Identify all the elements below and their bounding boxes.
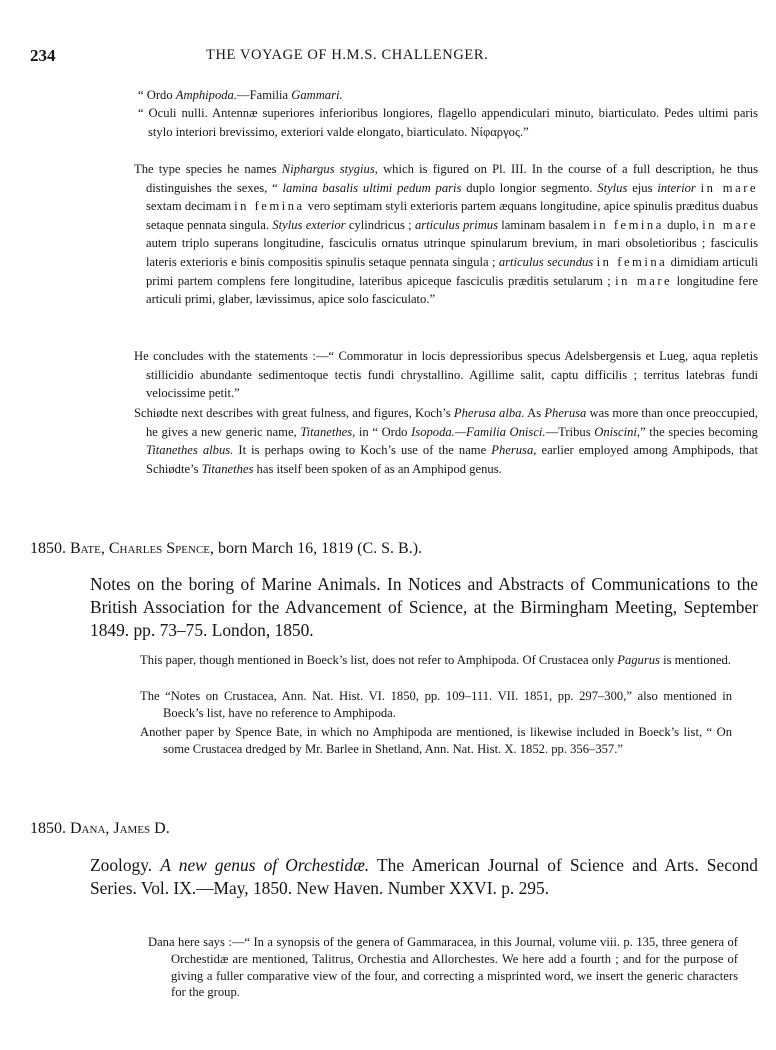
page-number: 234	[30, 46, 56, 65]
dana-note: Dana here says :—“ In a synopsis of the genera of Gammaracea, in this Journal, volume viii. p. 135, three genera of Orchestidæ are mentioned, Talitrus, Orchestia and Allorchestes. We here add a fourth ; and for the purpose of giving a fuller comparative view of the four, and correcting a misprinted word, we insert the generic characters for the group.	[148, 935, 738, 1000]
entry-heading-dana: 1850. Dana, James D.	[30, 820, 170, 837]
para-schiodte: Schiødte next describes with great fulness, and figures, Koch’s Pherusa alba. As Pherusa was more than once preoccupied, he gives a new generic name, Titanethes, in “ Ordo Isopoda.—Familia Onisci.—Tribus Oniscini,” the species becoming Titanethes albus. It is perhaps owing to Koch’s use of the name Pherusa, earlier employed among Amphipods, that Schiødte’s Titanethes has itself been spoken of as an Amphipod genus.	[134, 406, 758, 476]
entry-heading-bate: 1850. Bate, Charles Spence, born March 16, 1819 (C. S. B.).	[30, 540, 423, 557]
running-title: THE VOYAGE OF H.M.S. CHALLENGER.	[206, 47, 489, 63]
quote-ordo: “ Ordo Amphipoda.—Familia Gammari.	[138, 88, 343, 102]
bate-note-3: Another paper by Spence Bate, in which no Amphipoda are mentioned, is likewise included in Boeck’s list, “ On some Crustacea dredged by Mr. Barlee in Shetland, Ann. Nat. Hist. X. 1852. pp. 356–357.”	[140, 725, 732, 757]
entry-title-bate: Notes on the boring of Marine Animals. In Notices and Abstracts of Communications to the British Association for the Advancement of Science, at the Birmingham Meeting, September 1849. pp. 73–75. London, 1850.	[90, 574, 758, 640]
para-concludes: He concludes with the statements :—“ Commoratur in locis depressioribus specus Adelsbergensis et Lueg, aqua repletis stillicidio abundante sedimentoque tectis fundi chrystallino. Agillime salit, captu difficilis ; territus latebras fundi velocissime petit.”	[134, 349, 758, 401]
quote-oculi: “ Oculi nulli. Antennæ superiores inferioribus longiores, flagello appendiculari minuto, biarticulato. Pedes ultimi paris stylo interiori brevissimo, exteriori valde elongato, biarticulato. Νίφαργος.”	[138, 106, 758, 139]
para-type-species: The type species he names Niphargus stygius, which is figured on Pl. III. In the course of a full description, he thus distinguishes the sexes, “ lamina basalis ultimi pedum paris duplo longior segmento. Stylus ejus interior in mare sextam decimam in femina vero septimam styli exterioris partem æquans longitudine, apice spinulis præditus duabus setaque pennata singula. Stylus exterior cylindricus ; articulus primus laminam basalem in femina duplo, in mare autem triplo superans longitudine, fasciculis ornatus utrinque spinularum brevium, in mari obsoletioribus ; fasciculis lateris exterioris e binis compositis spinulis setaque pennata singula ; articulus secundus in femina dimidiam articuli primi partem complens fere longitudine, lateribus apiceque fasciculis præditis setularum ; in mare longitudine fere articuli primi, glaber, lævissimus, apice solo fasciculato.”	[134, 162, 758, 307]
bate-note-1: This paper, though mentioned in Boeck’s list, does not refer to Amphipoda. Of Crustacea only Pagurus is mentioned.	[140, 653, 731, 667]
bate-note-2: The “Notes on Crustacea, Ann. Nat. Hist. VI. 1850, pp. 109–111. VII. 1851, pp. 297–300,” also mentioned in Boeck’s list, have no reference to Amphipoda.	[140, 689, 732, 721]
entry-title-dana: Zoology. A new genus of Orchestidæ. The American Journal of Science and Arts. Second Series. Vol. IX.—May, 1850. New Haven. Number XXVI. p. 295.	[90, 855, 759, 898]
